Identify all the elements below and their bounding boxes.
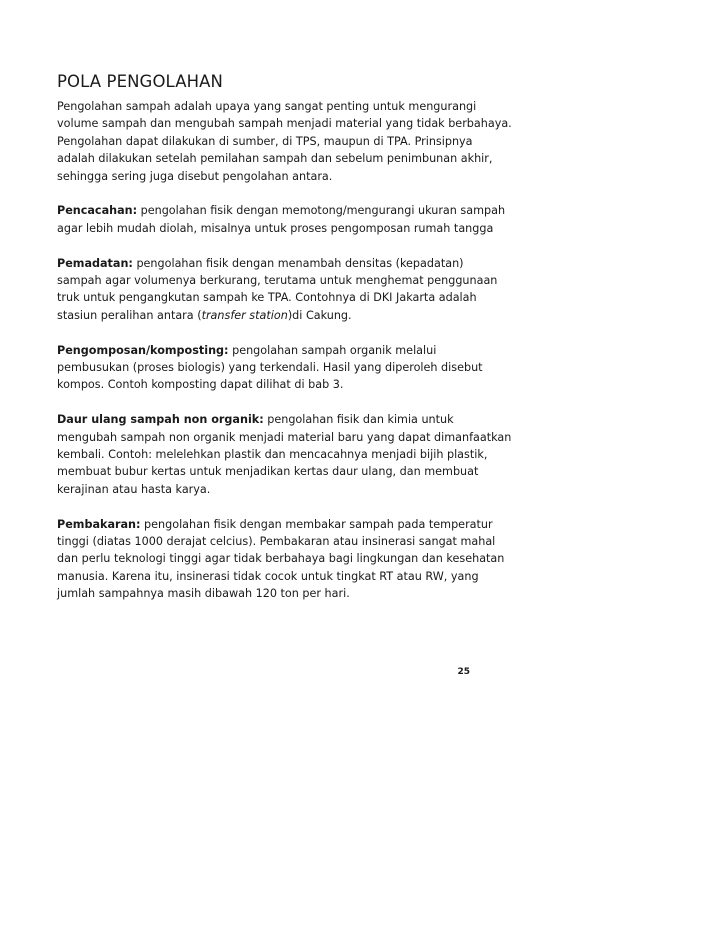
intro-paragraph xyxy=(57,98,512,185)
pemadatan-text: pengolahan fisik dengan menambah densitas (kepadatan) xyxy=(132,256,464,270)
daur-ulang-line: kerajinan atau hasta karya. xyxy=(57,482,211,496)
paragraph-gap xyxy=(57,237,477,254)
page-title: POLA PENGOLAHAN xyxy=(57,72,223,91)
daur-ulang-term: Daur ulang sampah non organik: xyxy=(57,413,264,427)
pengomposan-text: pengolahan sampah organik melalui xyxy=(228,343,437,357)
paragraph-gap xyxy=(57,324,477,341)
daur-ulang-text: pengolahan fisik dan kimia untuk xyxy=(263,413,454,427)
pemadatan-line: sampah agar volumenya berkurang, terutama untuk menghemat penggunaan xyxy=(57,274,498,288)
pencacahan-paragraph xyxy=(57,202,506,237)
pencacahan-text: pengolahan fisik dengan memotong/mengurangi ukuran sampah xyxy=(137,204,506,218)
daur-ulang-line: mengubah sampah non organik menjadi material baru yang dapat dimanfaatkan xyxy=(57,430,512,444)
pembakaran-line xyxy=(57,516,493,533)
paragraph-gap xyxy=(57,498,477,515)
pengomposan-line xyxy=(57,342,477,359)
daur-ulang-line xyxy=(57,411,477,428)
pemadatan-paragraph xyxy=(57,255,498,325)
paragraph-gap xyxy=(57,394,477,411)
document-page xyxy=(57,72,512,603)
pengomposan-line: kompos. Contoh komposting dapat dilihat di bab 3. xyxy=(57,378,344,392)
pembakaran-text: pengolahan fisik dengan membakar sampah pada temperatur xyxy=(140,517,493,531)
pembakaran-line: manusia. Karena itu, insinerasi tidak cocok untuk tingkat RT atau RW, yang xyxy=(57,569,479,583)
paragraph-gap xyxy=(57,185,477,202)
pemadatan-term: Pemadatan: xyxy=(57,256,133,270)
intro-line: Pengolahan sampah adalah upaya yang sangat penting untuk mengurangi xyxy=(57,100,477,113)
pembakaran-line: jumlah sampahnya masih dibawah 120 ton per hari. xyxy=(57,587,350,601)
intro-line: volume sampah dan mengubah sampah menjadi material yang tidak berbahaya. xyxy=(57,117,512,131)
pembakaran-line: dan perlu teknologi tinggi agar tidak berbahaya bagi lingkungan dan kesehatan xyxy=(57,552,505,566)
pemadatan-text: stasiun peralihan antara ( xyxy=(57,308,202,322)
intro-line: adalah dilakukan setelah pemilahan sampah dan sebelum penimbunan akhir, xyxy=(57,152,493,166)
daur-ulang-line: membuat bubur kertas untuk menjadikan kertas daur ulang, dan membuat xyxy=(57,465,479,479)
pemadatan-line: truk untuk pengangkutan sampah ke TPA. Contohnya di DKI Jakarta adalah xyxy=(57,291,477,305)
pengomposan-paragraph xyxy=(57,342,483,394)
daur-ulang-line: kembali. Contoh: melelehkan plastik dan mencacahnya menjadi bijih plastik, xyxy=(57,448,488,462)
transfer-station-term: transfer station xyxy=(201,308,288,322)
pemadatan-text: )di Cakung. xyxy=(287,308,352,322)
daur-ulang-paragraph xyxy=(57,411,512,498)
intro-line: Pengolahan dapat dilakukan di sumber, di TPS, maupun di TPA. Prinsipnya xyxy=(57,134,473,148)
pencacahan-line xyxy=(57,202,506,219)
intro-line: sehingga sering juga disebut pengolahan antara. xyxy=(57,169,333,183)
pemadatan-line xyxy=(57,307,477,324)
pembakaran-term: Pembakaran: xyxy=(57,517,141,531)
pemadatan-line xyxy=(57,255,477,272)
pencacahan-term: Pencacahan: xyxy=(57,204,138,218)
pembakaran-paragraph xyxy=(57,516,505,603)
pengomposan-line: pembusukan (proses biologis) yang terkendali. Hasil yang diperoleh disebut xyxy=(57,361,483,375)
page-number: 25 xyxy=(457,667,470,677)
pembakaran-line: tinggi (diatas 1000 derajat celcius). Pembakaran atau insinerasi sangat mahal xyxy=(57,535,496,549)
pencacahan-line: agar lebih mudah diolah, misalnya untuk proses pengomposan rumah tangga xyxy=(57,221,494,235)
pengomposan-term: Pengomposan/komposting: xyxy=(57,343,229,357)
